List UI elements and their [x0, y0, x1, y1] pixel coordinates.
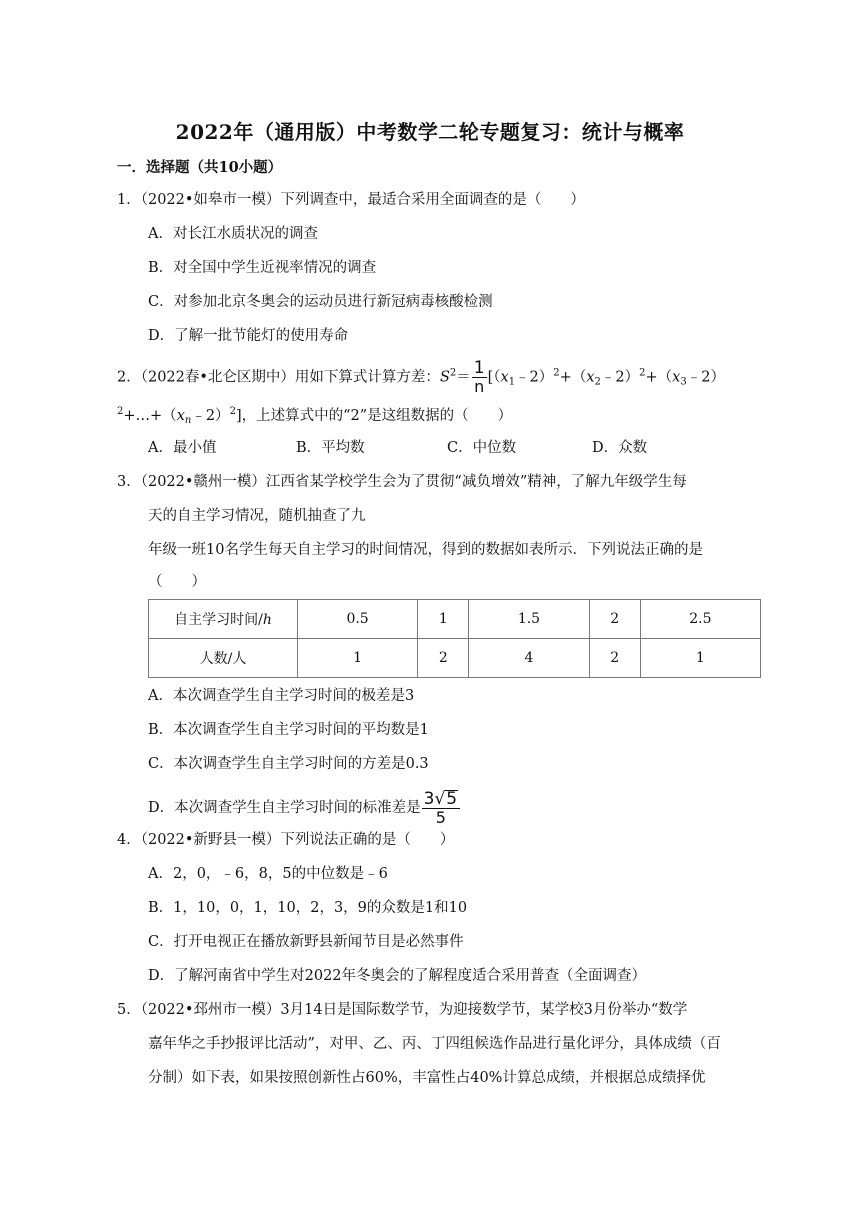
section-heading: 一．选择题（共10小题）: [117, 159, 283, 176]
question-3-option-c: C．本次调查学生自主学习时间的方差是0.3: [148, 756, 429, 772]
table-cell: 1: [640, 639, 760, 678]
table-cell: 2: [589, 639, 640, 678]
variance-fraction: [472, 360, 487, 395]
question-3-stem-line-2: 天的自主学习情况，随机抽查了九: [148, 508, 366, 524]
question-2-option-a: A．最小值: [148, 440, 217, 456]
table-cell: 1: [418, 600, 469, 639]
question-1-stem: 1．（2022•如皋市一模）下列调查中，最适合采用全面调查的是（ ）: [117, 192, 585, 208]
table-cell: 2: [589, 600, 640, 639]
question-2-stem-line-2: $^2+\dots+(x_n﹣2)^2$]，上述算式中的“2”是这组数据的（ ）: [117, 406, 513, 426]
sqrt-radicand: 5: [446, 789, 458, 809]
question-2-stem-prefix: 2．（2022春•北仑区期中）用如下算式计算方差：: [117, 369, 440, 386]
question-3-option-a: A．本次调查学生自主学习时间的极差是3: [148, 688, 415, 704]
question-3-option-d-prefix: D．本次调查学生自主学习时间的标准差是: [148, 800, 421, 816]
question-1-option-d: D．了解一批节能灯的使用寿命: [148, 328, 349, 344]
standard-deviation-fraction: $\frac{3√5}{5}$: [422, 790, 461, 826]
question-4-stem: 4．（2022•新野县一模）下列说法正确的是（ ）: [117, 832, 455, 848]
question-3-option-d: [148, 790, 461, 826]
question-2-option-b: B．平均数: [296, 440, 365, 456]
question-4-option-b: B．1，10，0，1，10，2，3，9的众数是1和10: [148, 900, 468, 916]
table-header-cell: 人数/人: [149, 639, 298, 678]
table-cell: 4: [469, 639, 589, 678]
table-cell: 2.5: [640, 600, 760, 639]
question-2-stem-suffix: ]，上述算式中的“2”是这组数据的（ ）: [235, 408, 513, 424]
table-cell: 1: [298, 639, 418, 678]
question-2-option-d: D．众数: [592, 440, 648, 456]
question-5-stem-line-3: 分制）如下表，如果按照创新性占60%，丰富性占40%计算总成绩，并根据总成绩择优: [148, 1070, 706, 1086]
question-3-stem-line-3: 年级一班10名学生每天自主学习的时间情况，得到的数据如表所示．下列说法正确的是: [148, 542, 703, 558]
table-header-cell: 自主学习时间/h: [149, 600, 298, 639]
question-1-option-a: A．对长江水质状况的调查: [148, 226, 318, 242]
question-1-option-b: B．对全国中学生近视率情况的调查: [148, 260, 377, 276]
fraction-denominator: 5: [435, 808, 446, 827]
table-cell: 2: [418, 639, 469, 678]
table-cell: 1.5: [469, 600, 589, 639]
table-cell: 0.5: [298, 600, 418, 639]
question-4-option-d: D．了解河南省中学生对2022年冬奥会的了解程度适合采用普查（全面调查）: [148, 968, 647, 984]
question-1-option-c: C．对参加北京冬奥会的运动员进行新冠病毒核酸检测: [148, 294, 493, 310]
fraction-denominator: n: [474, 377, 485, 396]
question-2-option-c: C．中位数: [447, 440, 517, 456]
question-3-option-b: B．本次调查学生自主学习时间的平均数是1: [148, 722, 429, 738]
table-row: [149, 639, 761, 678]
question-3-stem-line-1: 3．（2022•赣州一模）江西省某学校学生会为了贯彻“减负增效”精神，了解九年级学生每: [117, 474, 687, 490]
question-5-stem-line-1: 5．（2022•邳州市一模）3月14日是国际数学节，为迎接数学节，某学校3月份举办“数学: [117, 1002, 688, 1018]
question-5-stem-line-2: 嘉年华之手抄报评比活动”，对甲、乙、丙、丁四组候选作品进行量化评分，具体成绩（百: [148, 1036, 721, 1052]
question-4-option-a: A．2，0，﹣6，8，5的中位数是﹣6: [148, 866, 388, 882]
page-title: 2022年（通用版）中考数学二轮专题复习：统计与概率: [175, 120, 685, 144]
question-4-option-c: C．打开电视正在播放新野县新闻节目是必然事件: [148, 934, 464, 950]
question-2-stem-line-1: 2．（2022春•北仑区期中）用如下算式计算方差：$S^2=$ $\frac{1}{n}$ [$(x_1﹣2)^2+(x_2﹣2)^2+(x_3﹣2)$: [117, 358, 725, 396]
fraction-numerator: 1: [473, 358, 485, 378]
sqrt-coefficient: 3: [423, 789, 435, 809]
question-3-stem-line-4: （ ）: [148, 574, 206, 590]
table-row: [149, 600, 761, 639]
study-time-table: [148, 599, 761, 678]
